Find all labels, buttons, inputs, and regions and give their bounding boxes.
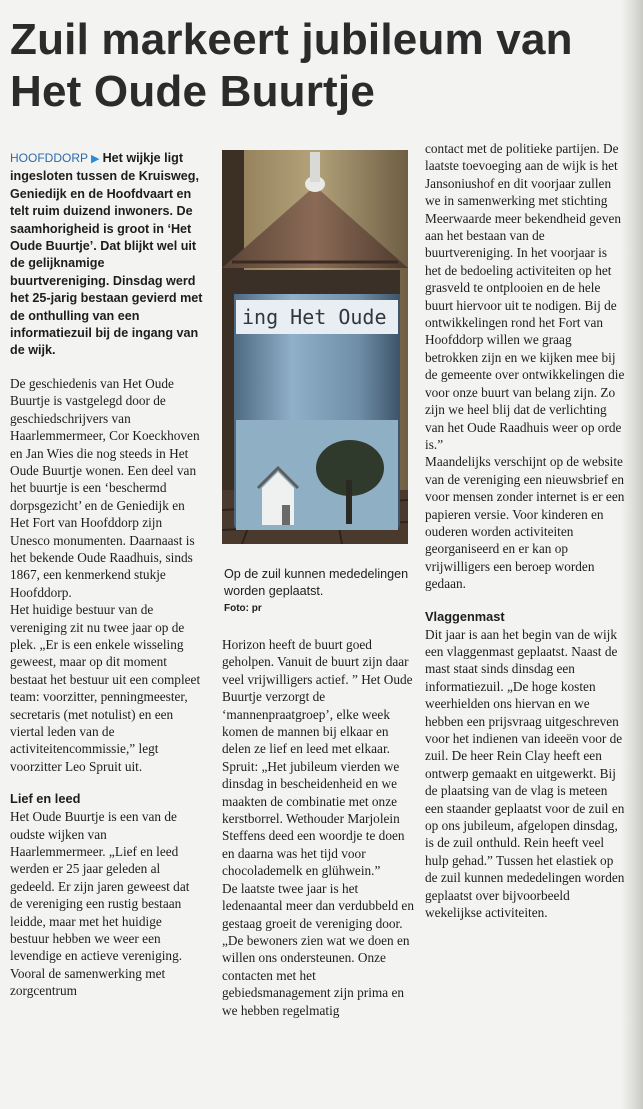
column-3	[425, 140, 625, 921]
intro-text: Het wijkje ligt ingesloten tussen de Kruisweg, Geniedijk en de Hoofdvaart en telt ruim duizend inwoners. De saamhorigheid is groot in ‘Het Oude Buurtje’. Dat blijkt wel uit de gelijknamige buurtvereniging. Dinsdag werd het 25-jarig bestaan gevierd met de onthulling van een informatiezuil bij de ingang van de wijk.	[10, 151, 203, 358]
photo-sign-text: ing Het Oude	[242, 305, 387, 329]
subhead-vlaggenmast: Vlaggenmast	[425, 608, 505, 624]
spacer	[425, 593, 625, 608]
body-paragraph: Dit jaar is aan het begin van de wijk een vlaggenmast geplaatst. Naast de mast staat sinds dinsdag een informatiezuil. „De hoge kosten weerhielden ons hiervan en we hebben een prijsvraag uitgeschreven voor het indienen van ideeën voor de zuil. De heer Rein Clay heeft een ontwerp gemaakt en uitgewerkt. Bij de plaatsing van de vlag is meteen een staander geplaatst voor de zuil en op ons jubileum, afgelopen dinsdag, is de zuil onthuld. Rein heeft veel hulp gehad.” Tussen het elastiek op de zuil kunnen mededelingen worden geplaatst over bijvoorbeeld wekelijkse activiteiten.	[425, 626, 625, 921]
body-paragraph: Het huidige bestuur van de vereniging zit nu twee jaar op de plek. „Er is een enkele wisseling geweest, maar op dit moment bestaat het bestuur uit een compleet team: voorzitter, penningmeester, secretaris (met notulist) en een viertal leden van de activiteitencommissie,” legt voorzitter Leo Spruit uit.	[10, 602, 201, 774]
body-paragraph: Spruit: „Het jubileum vierden we dinsdag in bescheidenheid en we maakten de combinatie met onze kerstborrel. Wethouder Marjolein Steffens deed een woordje te doen en daarna was het tijd voor chocolademelk en glühwein.”	[222, 758, 405, 879]
body-paragraph: De geschiedenis van Het Oude Buurtje is vastgelegd door de geschiedschrijvers van Haarlemmermeer, Cor Koeckhoven en Jan Wies die nog steeds in Het Oude Buurtje wonen. Een deel van het buurtje is een ‘beschermd dorpsgezicht’ en de Geniedijk en Het Fort van Hoofddorp zijn Unesco monumenten. Daarnaast is het bekende Oude Raadhuis, sinds 1867, een kenmerkend stukje Hoofddorp.	[10, 375, 200, 600]
body-paragraph: De laatste twee jaar is het ledenaantal meer dan verdubbeld en gestaag groeit de vereniging door. „De bewoners zien wat we doen en willen ons ondersteunen. Onze contacten met het gebiedsmanagement zijn prima en we hebben regelmatig	[222, 880, 414, 1018]
dateline: HOOFDDORP	[10, 151, 88, 165]
body-paragraph: contact met de politieke partijen. De laatste toevoeging aan de wijk is het Jansoniushof en dit voorjaar zullen we in samenwerking met stichting Meerwaarde meer bekendheid geven aan het bestaan van de buurtvereniging. In het voorjaar is het de bedoeling activiteiten op het grasveld te ontplooien en de hele buurt hiervoor uit te nodigen. Bij de ontwikkelingen rond het Fort van Hoofddorp willen we graag betrokken zijn en we kijken mee bij de gemeente over ontwikkelingen die voor onze buurt van belang zijn. Zo zijn we heel blij dat de verlichting van het Oude Raadhuis weer op orde is.”	[425, 141, 625, 452]
dateline-arrow-icon: ▶	[88, 153, 103, 165]
caption-text: Op de zuil kunnen mededelingen worden geplaatst.	[224, 567, 409, 598]
body-paragraph: Het Oude Buurtje is een van de oudste wijken van Haarlemmermeer. „Lief en leed werden er 25 jaar geleden al gedeeld. Er zijn jaren geweest dat de vereniging een rustig bestaan leidde, maar met het huidige bestuur hebben we weer een levendige en actieve vereniging. Vooral de samenwerking met zorgcentrum	[10, 809, 190, 999]
subhead-lief-en-leed: Lief en leed	[10, 791, 81, 807]
body-paragraph: Horizon heeft de buurt goed geholpen. Vanuit de buurt zijn daar veel vrijwilligers actief. ” Het Oude Buurtje verzorgt de ‘mannenpraatgroep’, elke week komen de mannen bij elkaar en delen ze lief en leed met elkaar.	[222, 637, 413, 757]
spacer	[10, 360, 204, 375]
body-paragraph: Maandelijks verschijnt op de website van de vereniging een nieuwsbrief en voor mensen zonder internet is er een papieren versie. Voor kinderen en ouderen worden activiteiten georganiseerd en er kan op vrijwilligers een beroep worden gedaan.	[425, 454, 625, 592]
headline: Zuil markeert jubileum van Het Oude Buurtje	[10, 15, 573, 116]
photo-illustration	[222, 150, 408, 544]
spacer	[10, 775, 204, 790]
intro-paragraph	[10, 150, 204, 360]
column-1	[10, 150, 204, 1000]
photo-caption	[224, 566, 414, 617]
column-2	[222, 636, 414, 1019]
photo-credit: Foto: pr	[224, 603, 262, 614]
photo-information-column	[222, 150, 408, 544]
